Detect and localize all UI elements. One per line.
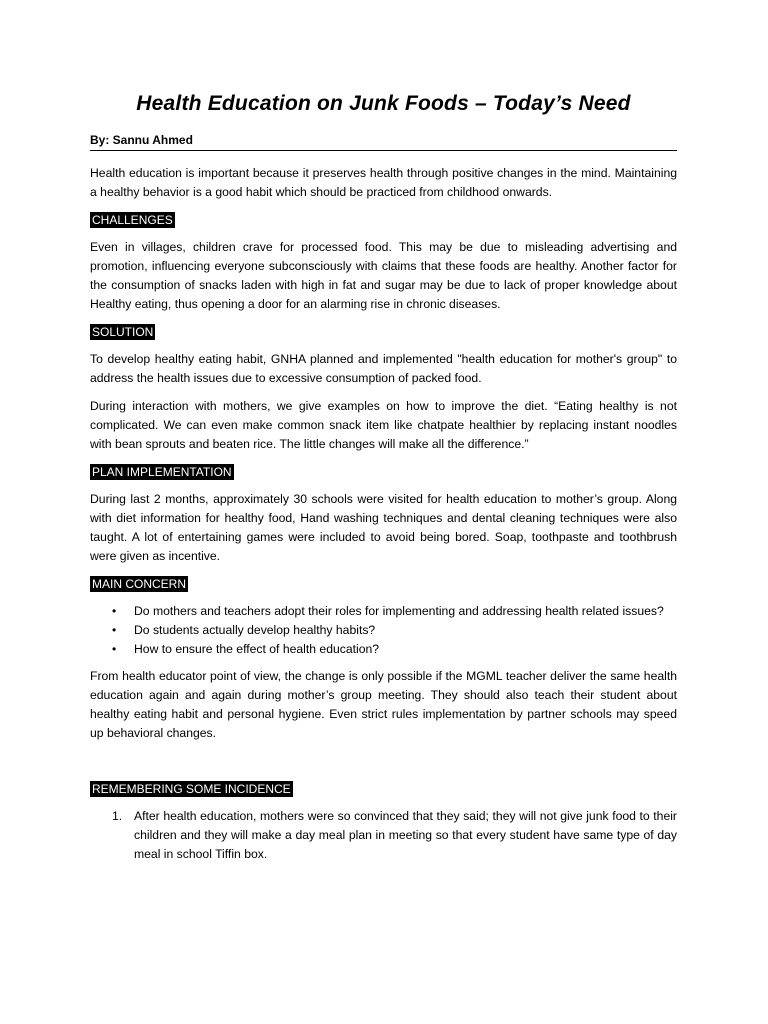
section-heading-plan: PLAN IMPLEMENTATION xyxy=(92,465,232,479)
list-item xyxy=(90,640,677,659)
list-item-text: Do mothers and teachers adopt their roles for implementing and addressing health related issues? xyxy=(134,604,664,618)
concern-paragraph: From health educator point of view, the change is only possible if the MGML teacher deliver the same health education again and again during mother’s group meeting. They should also teach their student about healthy eating habit and personal hygiene. Even strict rules implementation by partner schools may speed up behavioral changes. xyxy=(90,669,677,740)
bullet-marker: • xyxy=(112,623,117,637)
challenges-paragraph: Even in villages, children crave for processed food. This may be due to misleading advertising and promotion, influencing everyone subconsciously with claims that these foods are healthy. Another factor for the consumption of snacks laden with high in fat and sugar may be due to lack of proper knowledge about Healthy eating, thus opening a door for an alarming rise in chronic diseases. xyxy=(90,240,677,311)
list-item-text: Do students actually develop healthy habits? xyxy=(134,623,376,637)
document-title: Health Education on Junk Foods – Today’s Need xyxy=(136,92,631,115)
solution-paragraph-1: To develop healthy eating habit, GNHA planned and implemented "health education for mother's group" to address the health issues due to excessive consumption of packed food. xyxy=(90,352,677,385)
list-item-number: 1. xyxy=(112,809,123,823)
list-item xyxy=(90,807,677,864)
bullet-marker: • xyxy=(112,642,117,656)
list-item-text: How to ensure the effect of health education? xyxy=(134,642,380,656)
solution-paragraph-2: During interaction with mothers, we give examples on how to improve the diet. “Eating healthy is not complicated. We can even make common snack item like chatpate healthier by replacing instant noodles with bean sprouts and beaten rice. The little changes will make all the difference.” xyxy=(90,399,677,451)
section-heading-challenges: CHALLENGES xyxy=(92,213,173,227)
section-heading-concern: MAIN CONCERN xyxy=(92,577,187,591)
concern-bullet-list xyxy=(90,602,677,659)
author-byline: By: Sannu Ahmed xyxy=(90,132,677,151)
section-heading-incidence: REMEMBERING SOME INCIDENCE xyxy=(92,782,291,796)
list-item xyxy=(90,602,677,621)
list-item-text: After health education, mothers were so convinced that they said; they will not give junk food to their children and they will make a day meal plan in meeting so that every student have same type of day meal in school Tiffin box. xyxy=(134,809,677,861)
intro-paragraph: Health education is important because it preserves health through positive changes in the mind. Maintaining a healthy behavior is a good habit which should be practiced from childhood onwards. xyxy=(90,166,677,199)
section-heading-solution: SOLUTION xyxy=(92,325,154,339)
plan-paragraph: During last 2 months, approximately 30 schools were visited for health education to mother’s group. Along with diet information for healthy food, Hand washing techniques and dental cleaning techniques were also taught. A lot of entertaining games were included to avoid being bored. Soap, toothpaste and toothbrush were given as incentive. xyxy=(90,492,677,563)
list-item xyxy=(90,621,677,640)
incidence-numbered-list xyxy=(90,807,677,864)
bullet-marker: • xyxy=(112,604,117,618)
